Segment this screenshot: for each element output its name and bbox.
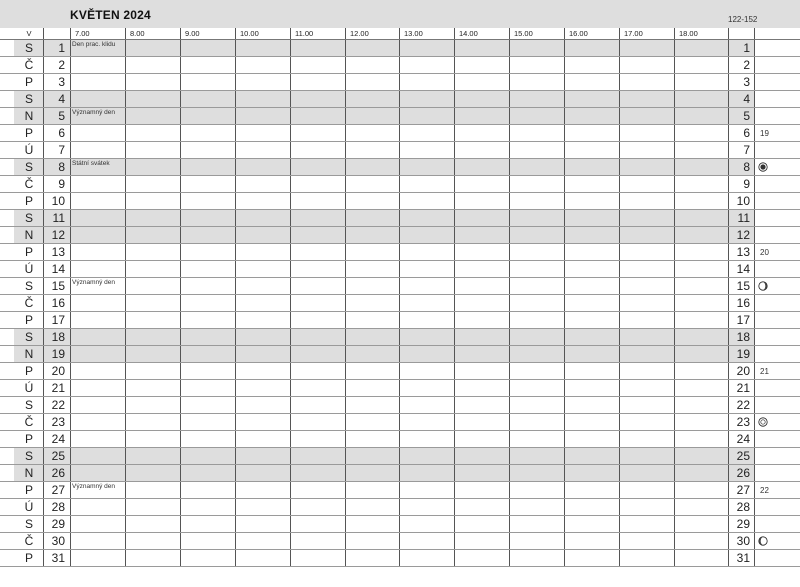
day-note: Významný den — [72, 279, 115, 286]
day-of-week: P — [24, 483, 33, 497]
day-of-week: Č — [24, 58, 34, 72]
column-divider — [70, 28, 71, 567]
day-of-week: N — [24, 228, 34, 242]
day-number: 27 — [51, 483, 65, 497]
day-number: 5 — [58, 109, 65, 123]
full-moon-icon — [758, 162, 768, 172]
day-of-week: P — [24, 313, 33, 327]
new-moon-icon — [758, 417, 768, 427]
week-number: 22 — [760, 486, 769, 495]
day-of-week: Č — [24, 296, 34, 310]
day-number: 29 — [51, 517, 65, 531]
day-number: 7 — [58, 143, 65, 157]
day-number: 28 — [51, 500, 65, 514]
day-row — [0, 193, 800, 210]
day-row — [0, 516, 800, 533]
day-number-right: 21 — [736, 381, 750, 395]
row-divider — [0, 430, 800, 431]
week-number: 21 — [760, 367, 769, 376]
day-of-week: S — [24, 41, 33, 55]
day-number: 23 — [51, 415, 65, 429]
page-range: 122-152 — [728, 15, 758, 24]
day-row — [0, 261, 800, 278]
day-number: 17 — [51, 313, 65, 327]
day-number-right: 9 — [743, 177, 750, 191]
header-underline — [0, 39, 800, 40]
day-of-week: P — [24, 75, 33, 89]
day-number: 24 — [51, 432, 65, 446]
day-number-right: 2 — [743, 58, 750, 72]
column-divider — [564, 28, 565, 567]
day-number: 9 — [58, 177, 65, 191]
row-divider — [0, 447, 800, 448]
day-number: 21 — [51, 381, 65, 395]
row-divider — [0, 175, 800, 176]
day-number: 13 — [51, 245, 65, 259]
week-number: 19 — [760, 129, 769, 138]
day-number: 12 — [51, 228, 65, 242]
day-number-right: 30 — [736, 534, 750, 548]
column-divider — [509, 28, 510, 567]
day-number-right: 25 — [736, 449, 750, 463]
day-of-week: S — [24, 92, 33, 106]
day-row — [0, 312, 800, 329]
day-row — [0, 465, 800, 482]
row-divider — [0, 107, 800, 108]
day-row — [0, 210, 800, 227]
row-divider — [0, 532, 800, 533]
day-row — [0, 533, 800, 550]
row-divider — [0, 379, 800, 380]
day-number-right: 15 — [736, 279, 750, 293]
day-number: 14 — [51, 262, 65, 276]
day-row — [0, 448, 800, 465]
day-number: 31 — [51, 551, 65, 565]
day-number-right: 27 — [736, 483, 750, 497]
day-number: 19 — [51, 347, 65, 361]
day-note: Významný den — [72, 109, 115, 116]
day-number-right: 8 — [743, 160, 750, 174]
day-number-right: 13 — [736, 245, 750, 259]
row-divider — [0, 277, 800, 278]
day-number-right: 4 — [743, 92, 750, 106]
day-note: Státní svátek — [72, 160, 110, 167]
row-divider — [0, 498, 800, 499]
day-number: 18 — [51, 330, 65, 344]
row-divider — [0, 413, 800, 414]
row-divider — [0, 345, 800, 346]
day-of-week-column-header: V — [26, 29, 32, 38]
day-row — [0, 142, 800, 159]
column-divider — [235, 28, 236, 567]
hour-header-14: 14.00 — [459, 29, 478, 38]
day-number: 8 — [58, 160, 65, 174]
day-row — [0, 550, 800, 567]
day-number: 25 — [51, 449, 65, 463]
day-row — [0, 108, 800, 125]
day-row — [0, 499, 800, 516]
day-number-right: 24 — [736, 432, 750, 446]
row-divider — [0, 56, 800, 57]
day-number-right: 31 — [736, 551, 750, 565]
hour-header-18: 18.00 — [679, 29, 698, 38]
day-number-right: 12 — [736, 228, 750, 242]
day-of-week: S — [24, 398, 33, 412]
day-of-week: S — [24, 449, 33, 463]
column-divider — [399, 28, 400, 567]
hour-header-7: 7.00 — [75, 29, 90, 38]
day-number-right: 20 — [736, 364, 750, 378]
day-number-right: 28 — [736, 500, 750, 514]
day-number: 1 — [58, 41, 65, 55]
day-number: 10 — [51, 194, 65, 208]
day-number-right: 14 — [736, 262, 750, 276]
day-row — [0, 74, 800, 91]
column-divider — [619, 28, 620, 567]
day-of-week: S — [24, 211, 33, 225]
day-row — [0, 278, 800, 295]
day-number: 11 — [52, 211, 65, 225]
day-row — [0, 176, 800, 193]
day-row — [0, 244, 800, 261]
day-row — [0, 227, 800, 244]
day-of-week: S — [24, 160, 33, 174]
day-of-week: Ú — [24, 500, 34, 514]
row-divider — [0, 328, 800, 329]
row-divider — [0, 73, 800, 74]
row-divider — [0, 464, 800, 465]
day-number-right: 16 — [736, 296, 750, 310]
day-row — [0, 57, 800, 74]
day-of-week: P — [24, 432, 33, 446]
column-divider — [43, 28, 44, 567]
day-number-right: 18 — [736, 330, 750, 344]
day-row — [0, 482, 800, 499]
day-row — [0, 397, 800, 414]
day-row — [0, 159, 800, 176]
first-quarter-moon-icon — [758, 281, 768, 291]
row-divider — [0, 192, 800, 193]
hour-header-9: 9.00 — [185, 29, 200, 38]
day-row — [0, 125, 800, 142]
row-divider — [0, 311, 800, 312]
day-number-right: 29 — [736, 517, 750, 531]
row-divider — [0, 362, 800, 363]
row-divider — [0, 549, 800, 550]
column-divider — [674, 28, 675, 567]
hour-header-17: 17.00 — [624, 29, 643, 38]
day-of-week: Č — [24, 534, 34, 548]
day-number-right: 17 — [736, 313, 750, 327]
day-note: Den prac. klidu — [72, 41, 116, 48]
column-divider — [728, 28, 729, 567]
hour-header-8: 8.00 — [130, 29, 145, 38]
day-row — [0, 346, 800, 363]
day-row — [0, 363, 800, 380]
day-number-right: 10 — [736, 194, 750, 208]
day-row — [0, 91, 800, 108]
day-row — [0, 414, 800, 431]
day-number: 4 — [58, 92, 65, 106]
hour-header-15: 15.00 — [514, 29, 533, 38]
hour-header-12: 12.00 — [350, 29, 369, 38]
day-number-right: 22 — [736, 398, 750, 412]
row-divider — [0, 243, 800, 244]
last-quarter-moon-icon — [758, 536, 768, 546]
day-of-week: Ú — [24, 262, 34, 276]
day-note: Významný den — [72, 483, 115, 490]
day-of-week: P — [24, 364, 33, 378]
day-number-right: 5 — [743, 109, 750, 123]
day-number-right: 7 — [743, 143, 750, 157]
day-of-week: Č — [24, 415, 34, 429]
column-divider — [454, 28, 455, 567]
row-divider — [0, 90, 800, 91]
row-divider — [0, 141, 800, 142]
day-of-week: P — [24, 551, 33, 565]
day-number-right: 11 — [737, 211, 750, 225]
row-divider — [0, 481, 800, 482]
week-number: 20 — [760, 248, 769, 257]
row-divider — [0, 396, 800, 397]
day-number-right: 19 — [736, 347, 750, 361]
day-row — [0, 380, 800, 397]
day-row — [0, 329, 800, 346]
day-of-week: Č — [24, 177, 34, 191]
day-number-right: 1 — [743, 41, 750, 55]
day-number-right: 23 — [736, 415, 750, 429]
day-number: 22 — [51, 398, 65, 412]
day-of-week: N — [24, 466, 34, 480]
day-row — [0, 431, 800, 448]
day-of-week: P — [24, 245, 33, 259]
day-of-week: N — [24, 347, 34, 361]
day-of-week: N — [24, 109, 34, 123]
row-divider — [0, 515, 800, 516]
day-of-week: P — [24, 126, 33, 140]
hour-header-13: 13.00 — [404, 29, 423, 38]
hour-header-11: 11.00 — [295, 29, 314, 38]
day-row — [0, 40, 800, 57]
row-divider — [0, 158, 800, 159]
column-divider — [290, 28, 291, 567]
day-number: 26 — [51, 466, 65, 480]
day-row — [0, 295, 800, 312]
row-divider — [0, 124, 800, 125]
day-number: 20 — [51, 364, 65, 378]
column-divider — [180, 28, 181, 567]
day-number: 30 — [51, 534, 65, 548]
day-number: 15 — [51, 279, 65, 293]
day-number: 2 — [58, 58, 65, 72]
day-of-week: P — [24, 194, 33, 208]
hour-header-16: 16.00 — [569, 29, 588, 38]
row-divider — [0, 260, 800, 261]
day-of-week: Ú — [24, 381, 34, 395]
day-number-right: 6 — [743, 126, 750, 140]
day-of-week: Ú — [24, 143, 34, 157]
day-of-week: S — [24, 517, 33, 531]
row-divider — [0, 226, 800, 227]
column-divider — [125, 28, 126, 567]
day-of-week: S — [24, 330, 33, 344]
day-number: 3 — [58, 75, 65, 89]
row-divider — [0, 566, 800, 567]
row-divider — [0, 209, 800, 210]
day-of-week: S — [24, 279, 33, 293]
page-title: KVĚTEN 2024 — [70, 8, 151, 22]
day-number-right: 26 — [736, 466, 750, 480]
column-divider — [754, 28, 755, 567]
day-number-right: 3 — [743, 75, 750, 89]
day-number: 16 — [51, 296, 65, 310]
hour-header-10: 10.00 — [240, 29, 259, 38]
day-number: 6 — [58, 126, 65, 140]
row-divider — [0, 294, 800, 295]
column-divider — [345, 28, 346, 567]
